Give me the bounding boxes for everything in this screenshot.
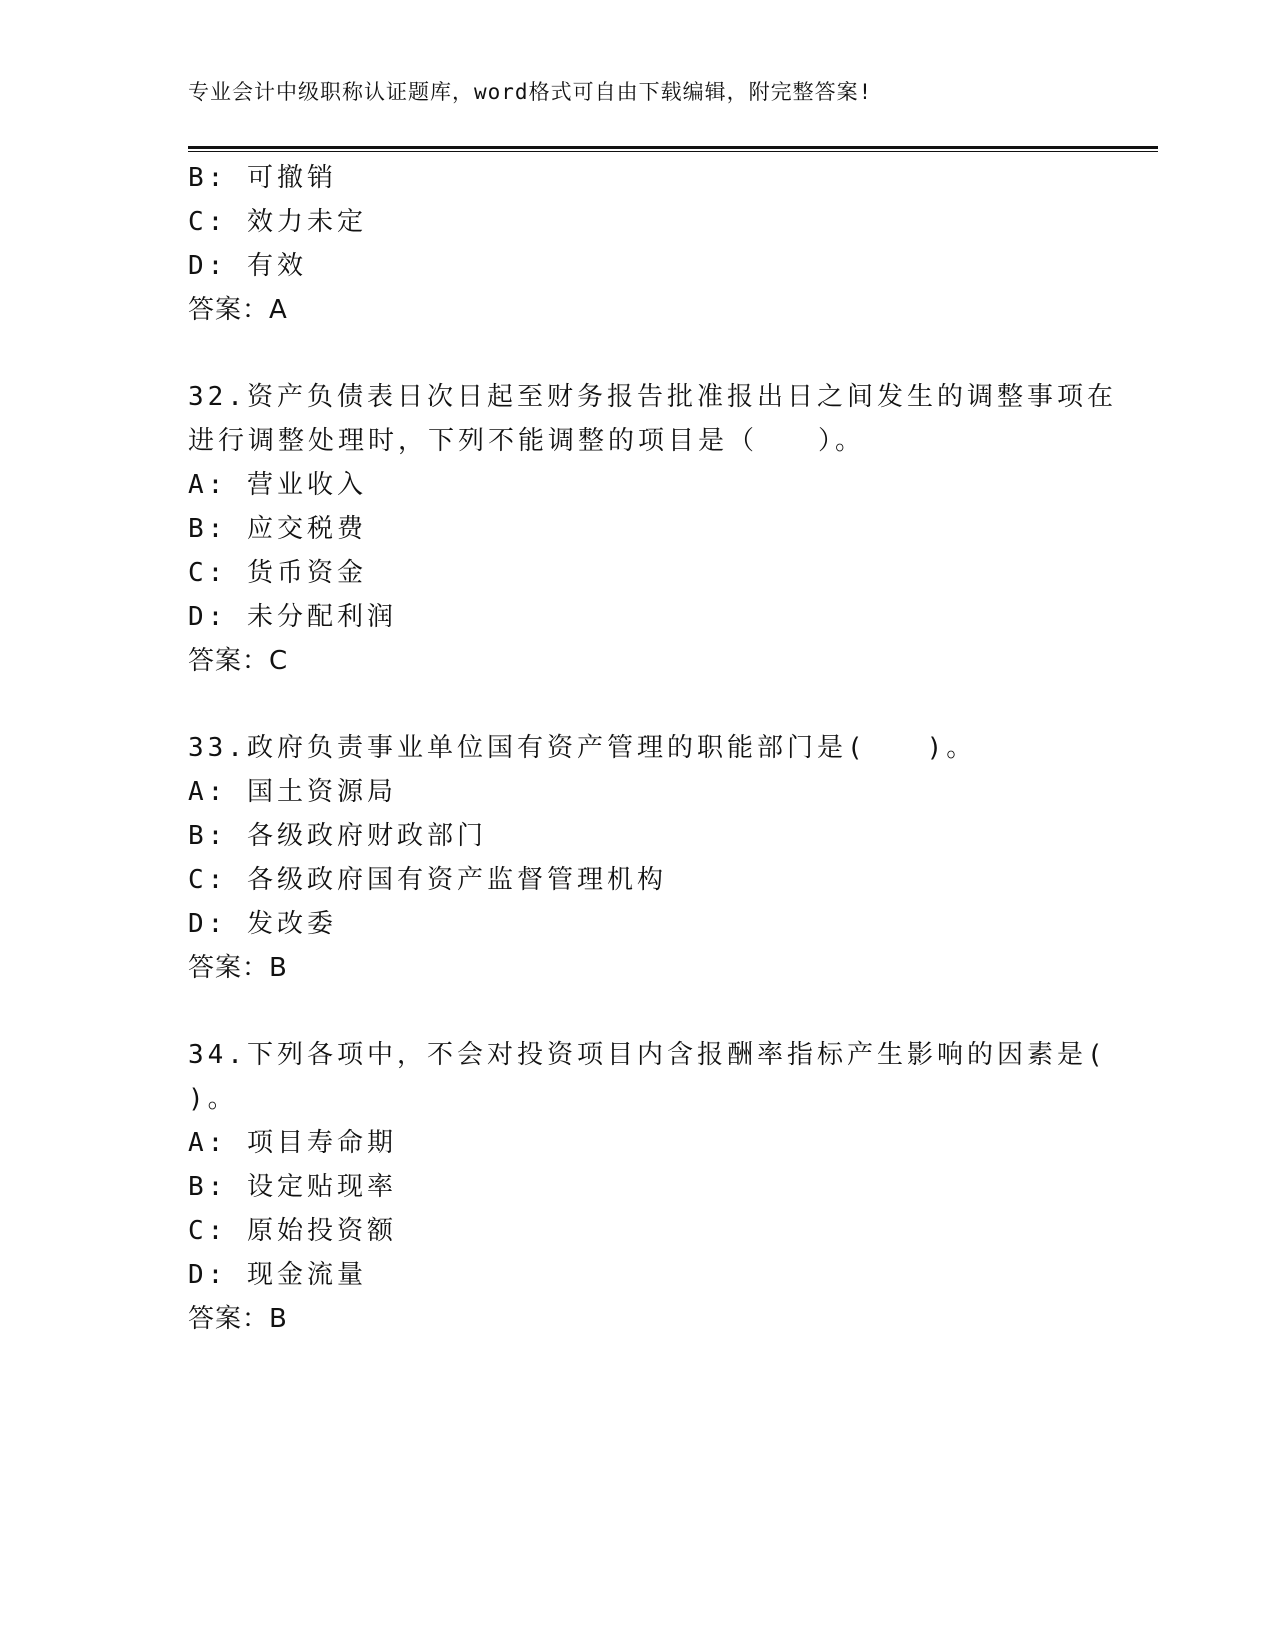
option-b: B: 应交税费 <box>188 514 367 544</box>
question-stem: 进行调整处理时，下列不能调整的项目是（ ）。 <box>188 426 866 456</box>
option-c: C: 货币资金 <box>188 558 367 588</box>
option-d: D: 未分配利润 <box>188 602 397 632</box>
question-stem: 32.资产负债表日次日起至财务报告批准报出日之间发生的调整事项在 <box>188 382 1117 412</box>
option-a: A: 项目寿命期 <box>188 1128 397 1158</box>
option-a: A: 营业收入 <box>188 470 367 500</box>
option-b: B: 各级政府财政部门 <box>188 821 487 851</box>
option-d: D: 现金流量 <box>188 1260 367 1290</box>
answer-line: 答案：B <box>188 953 288 983</box>
option-d: D: 有效 <box>188 251 307 281</box>
option-d: D: 发改委 <box>188 909 337 939</box>
option-b: B: 设定贴现率 <box>188 1172 397 1202</box>
option-a: A: 国土资源局 <box>188 777 397 807</box>
header-divider <box>188 146 1158 152</box>
question-stem: 34.下列各项中，不会对投资项目内含报酬率指标产生影响的因素是( <box>188 1040 1107 1070</box>
answer-line: 答案：B <box>188 1304 288 1334</box>
option-c: C: 各级政府国有资产监督管理机构 <box>188 865 667 895</box>
question-stem: )。 <box>188 1084 238 1114</box>
option-b: B: 可撤销 <box>188 163 337 193</box>
answer-line: 答案：C <box>188 646 289 676</box>
option-c: C: 原始投资额 <box>188 1216 397 1246</box>
answer-line: 答案：A <box>188 295 288 325</box>
question-stem: 33.政府负责事业单位国有资产管理的职能部门是( )。 <box>188 733 977 763</box>
option-c: C: 效力未定 <box>188 207 367 237</box>
page-header: 专业会计中级职称认证题库，word格式可自由下载编辑，附完整答案! <box>188 80 873 104</box>
